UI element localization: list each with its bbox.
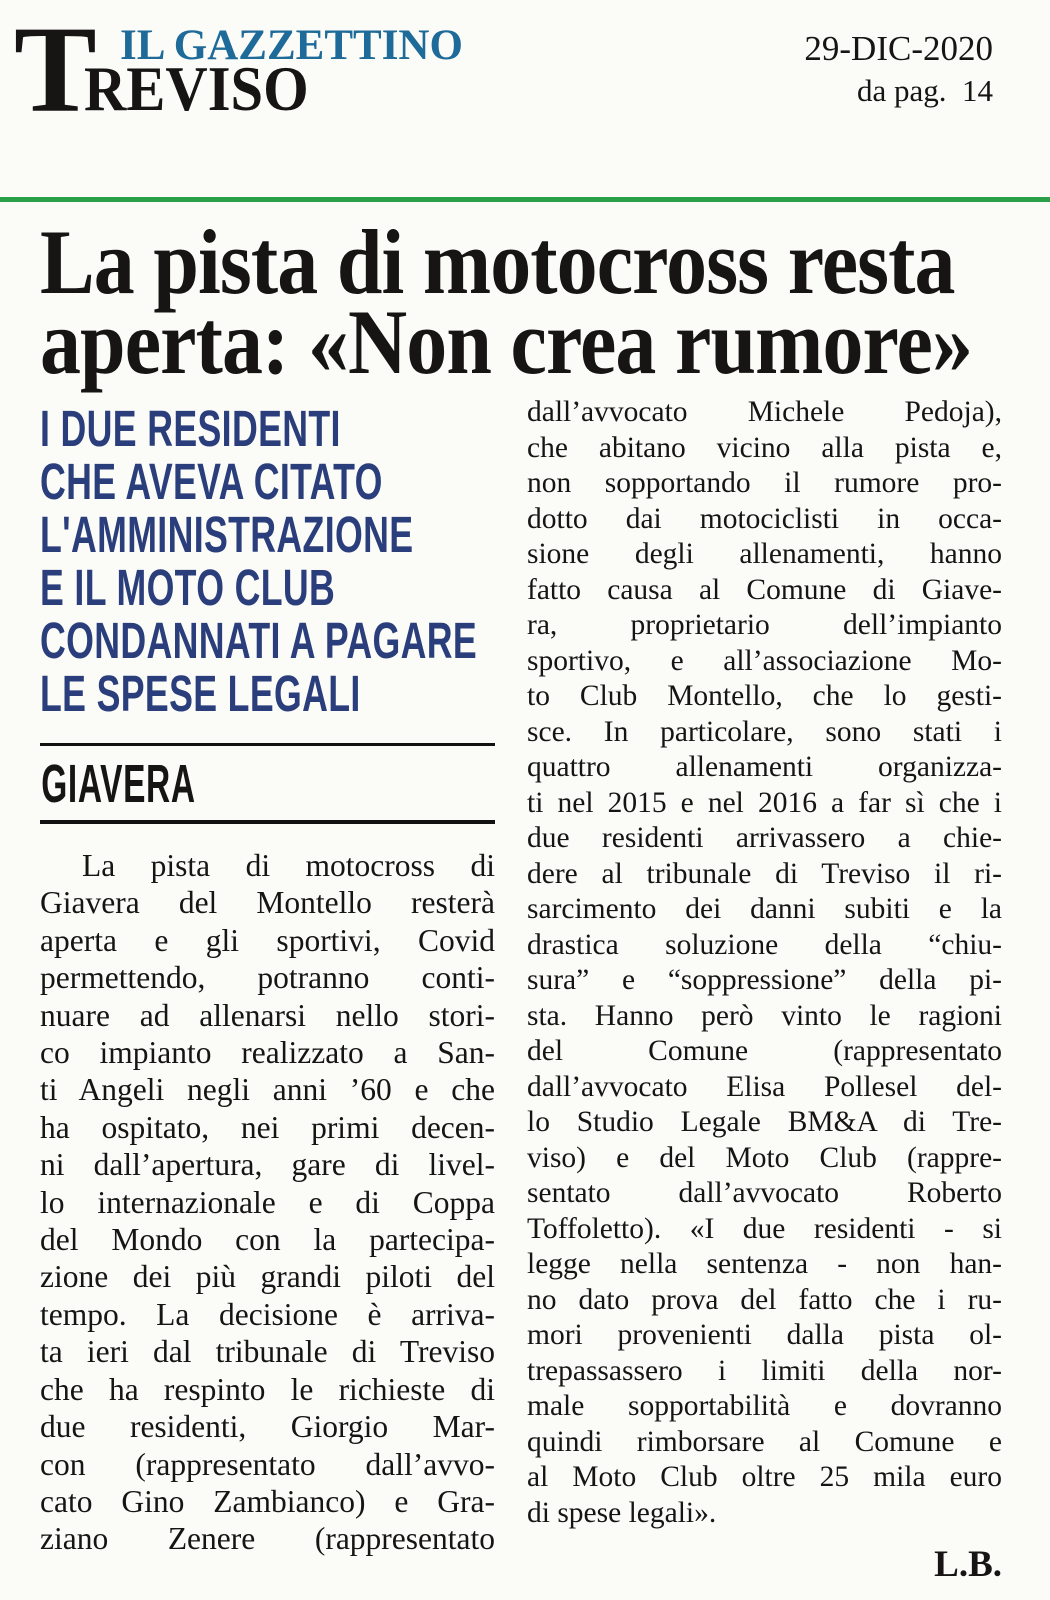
issue-date: 29-DIC-2020: [804, 29, 993, 68]
right-column: [527, 395, 1002, 1587]
logo-edition-city: REVISO: [84, 54, 309, 124]
author-initials: L.B.: [934, 1544, 1002, 1585]
logo-t-initial: T: [14, 1, 97, 138]
section-header: [40, 743, 495, 824]
article-kicker: I DUE RESIDENTI CHE AVEVA CITATO L'AMMINISTRAZIONE E IL MOTO CLUB CONDANNATI A PAGARE LE SPESE LEGALI: [40, 400, 478, 722]
masthead: [0, 0, 1050, 197]
article-headline: La pista di motocross resta aperta: «Non crea rumore»: [40, 211, 973, 393]
logo-newspaper-name: IL GAZZETTINO: [120, 22, 463, 69]
section-name: GIAVERA: [41, 754, 196, 814]
article-columns: [40, 395, 1002, 1587]
left-column: [40, 395, 495, 1587]
article-body-left: La pista di motocross di Giavera del Montello resterà aperta e gli sportivi, Covid permettendo, potranno conti- nuare ad allenarsi nello stori- co impianto realizzato a San- ti Angeli negli anni ’60 e che ha ospitato, nei primi decen- ni dall’apertura, gare di livel- lo internazionale e di Coppa del Mondo con la partecipa- zione dei più grandi piloti del tempo. La decisione è arriva- ta ieri dal tribunale di Treviso che ha respinto le richieste di due residenti, Giorgio Mar- con (rappresentato dall’avvo- cato Gino Zambianco) e Gra- ziano Zenere (rappresentato: [40, 848, 495, 1557]
issue-info: [804, 30, 993, 108]
section-rule-bottom: [40, 820, 495, 824]
article: [0, 202, 1050, 1587]
article-body-right: dall’avvocato Michele Pedoja), che abitano vicino alla pista e, non sopportando il rumore pro- dotto dai motociclisti in occa- sione degli allenamenti, hanno fatto causa al Comune di Giave- ra, proprietario dell’impianto sportivo, e all’associazione Mo- to Club Montello, che lo gesti- sce. In particolare, sono stati i quattro allenamenti organizza- ti nel 2015 e nel 2016 a far sì che i due residenti arrivassero a chie- dere al tribunale di Treviso il ri- sarcimento dei danni subiti e la drastica soluzione della “chiu- sura” e “soppressione” della pi- sta. Hanno però vinto le ragioni del Comune (rappresentato dall’avvocato Elisa Pollesel del- lo Studio Legale BM&A di Tre- viso) e del Moto Club (rappre- sentato dall’avvocato Roberto Toffoletto). «I due residenti - si legge nella sentenza - non han- no dato prova del fatto che i ru- mori provenienti dalla pista ol- trepassassero i limiti della nor- male sopportabilità e dovranno quindi rimborsare al Comune e al Moto Club oltre 25 mila euro di spese legali».: [527, 396, 1002, 1529]
page-reference: da pag. 14: [856, 73, 993, 108]
